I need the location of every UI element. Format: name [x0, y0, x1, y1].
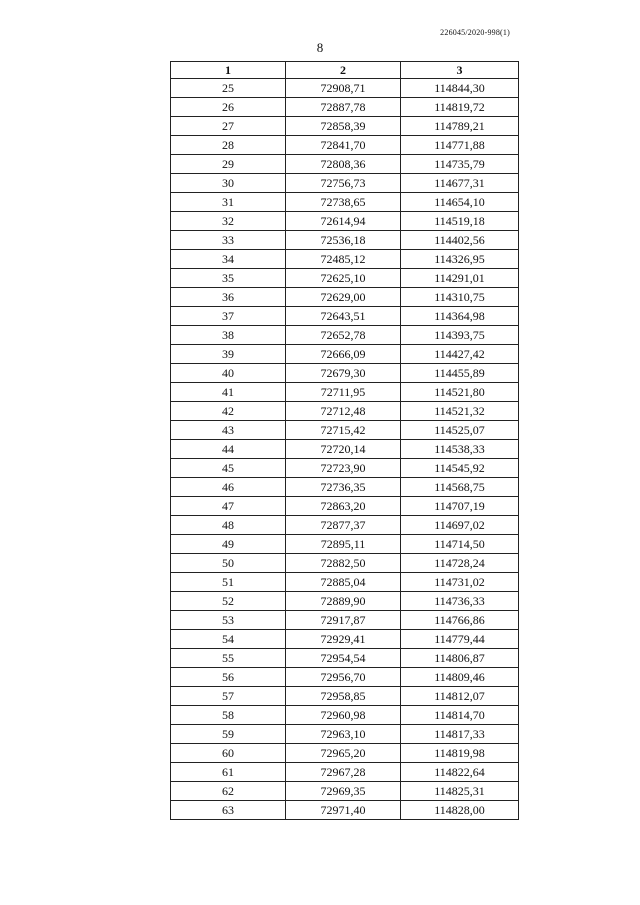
cell-x-coordinate: 72738,65: [286, 193, 401, 212]
cell-y-coordinate: 114654,10: [401, 193, 519, 212]
cell-y-coordinate: 114822,64: [401, 763, 519, 782]
cell-point-number: 42: [171, 402, 286, 421]
table-row: [171, 573, 519, 592]
cell-x-coordinate: 72889,90: [286, 592, 401, 611]
cell-point-number: 53: [171, 611, 286, 630]
cell-point-number: 50: [171, 554, 286, 573]
cell-point-number: 32: [171, 212, 286, 231]
cell-y-coordinate: 114828,00: [401, 801, 519, 820]
table-row: [171, 592, 519, 611]
cell-point-number: 63: [171, 801, 286, 820]
table-row: [171, 383, 519, 402]
table-row: [171, 98, 519, 117]
table-row: [171, 649, 519, 668]
cell-y-coordinate: 114812,07: [401, 687, 519, 706]
cell-y-coordinate: 114697,02: [401, 516, 519, 535]
cell-y-coordinate: 114771,88: [401, 136, 519, 155]
table-row: [171, 801, 519, 820]
cell-y-coordinate: 114519,18: [401, 212, 519, 231]
cell-point-number: 27: [171, 117, 286, 136]
cell-point-number: 29: [171, 155, 286, 174]
table-row: [171, 326, 519, 345]
cell-y-coordinate: 114525,07: [401, 421, 519, 440]
table-row: [171, 364, 519, 383]
table-row: [171, 307, 519, 326]
coordinates-table: [170, 61, 519, 820]
table-row: [171, 554, 519, 573]
cell-y-coordinate: 114310,75: [401, 288, 519, 307]
cell-x-coordinate: 72877,37: [286, 516, 401, 535]
cell-x-coordinate: 72885,04: [286, 573, 401, 592]
cell-point-number: 51: [171, 573, 286, 592]
table-row: [171, 79, 519, 98]
cell-point-number: 56: [171, 668, 286, 687]
cell-point-number: 25: [171, 79, 286, 98]
cell-point-number: 34: [171, 250, 286, 269]
cell-y-coordinate: 114326,95: [401, 250, 519, 269]
cell-point-number: 54: [171, 630, 286, 649]
cell-y-coordinate: 114545,92: [401, 459, 519, 478]
cell-x-coordinate: 72629,00: [286, 288, 401, 307]
cell-point-number: 60: [171, 744, 286, 763]
table-row: [171, 288, 519, 307]
cell-x-coordinate: 72736,35: [286, 478, 401, 497]
cell-y-coordinate: 114731,02: [401, 573, 519, 592]
table-row: [171, 402, 519, 421]
cell-y-coordinate: 114809,46: [401, 668, 519, 687]
cell-y-coordinate: 114521,80: [401, 383, 519, 402]
table-body: [171, 79, 519, 820]
cell-point-number: 62: [171, 782, 286, 801]
table-header: [171, 62, 519, 79]
cell-y-coordinate: 114427,42: [401, 345, 519, 364]
table-row: [171, 763, 519, 782]
cell-x-coordinate: 72858,39: [286, 117, 401, 136]
cell-point-number: 35: [171, 269, 286, 288]
cell-point-number: 52: [171, 592, 286, 611]
cell-point-number: 47: [171, 497, 286, 516]
cell-point-number: 45: [171, 459, 286, 478]
table-row: [171, 535, 519, 554]
table-row: [171, 668, 519, 687]
cell-point-number: 39: [171, 345, 286, 364]
cell-x-coordinate: 72711,95: [286, 383, 401, 402]
cell-x-coordinate: 72625,10: [286, 269, 401, 288]
cell-y-coordinate: 114806,87: [401, 649, 519, 668]
table-row: [171, 231, 519, 250]
cell-x-coordinate: 72723,90: [286, 459, 401, 478]
cell-x-coordinate: 72808,36: [286, 155, 401, 174]
cell-x-coordinate: 72965,20: [286, 744, 401, 763]
cell-point-number: 46: [171, 478, 286, 497]
cell-point-number: 55: [171, 649, 286, 668]
table-row: [171, 478, 519, 497]
cell-x-coordinate: 72756,73: [286, 174, 401, 193]
cell-x-coordinate: 72887,78: [286, 98, 401, 117]
cell-y-coordinate: 114677,31: [401, 174, 519, 193]
table-row: [171, 611, 519, 630]
cell-x-coordinate: 72643,51: [286, 307, 401, 326]
cell-point-number: 44: [171, 440, 286, 459]
cell-y-coordinate: 114393,75: [401, 326, 519, 345]
table-row: [171, 269, 519, 288]
cell-x-coordinate: 72882,50: [286, 554, 401, 573]
cell-x-coordinate: 72954,54: [286, 649, 401, 668]
cell-x-coordinate: 72614,94: [286, 212, 401, 231]
cell-y-coordinate: 114825,31: [401, 782, 519, 801]
cell-y-coordinate: 114766,86: [401, 611, 519, 630]
cell-y-coordinate: 114844,30: [401, 79, 519, 98]
header-cell-y-coordinate: 3: [401, 62, 519, 79]
cell-x-coordinate: 72679,30: [286, 364, 401, 383]
table-row: [171, 516, 519, 535]
table-row: [171, 497, 519, 516]
cell-x-coordinate: 72917,87: [286, 611, 401, 630]
cell-y-coordinate: 114789,21: [401, 117, 519, 136]
cell-y-coordinate: 114779,44: [401, 630, 519, 649]
cell-y-coordinate: 114455,89: [401, 364, 519, 383]
table-row: [171, 345, 519, 364]
cell-y-coordinate: 114364,98: [401, 307, 519, 326]
table-row: [171, 440, 519, 459]
cell-point-number: 36: [171, 288, 286, 307]
cell-y-coordinate: 114521,32: [401, 402, 519, 421]
table-row: [171, 212, 519, 231]
cell-point-number: 41: [171, 383, 286, 402]
cell-x-coordinate: 72485,12: [286, 250, 401, 269]
cell-point-number: 30: [171, 174, 286, 193]
cell-point-number: 58: [171, 706, 286, 725]
cell-point-number: 26: [171, 98, 286, 117]
cell-point-number: 61: [171, 763, 286, 782]
cell-point-number: 37: [171, 307, 286, 326]
table-row: [171, 117, 519, 136]
table-row: [171, 687, 519, 706]
cell-y-coordinate: 114819,72: [401, 98, 519, 117]
cell-y-coordinate: 114538,33: [401, 440, 519, 459]
cell-y-coordinate: 114735,79: [401, 155, 519, 174]
cell-x-coordinate: 72929,41: [286, 630, 401, 649]
cell-point-number: 31: [171, 193, 286, 212]
cell-x-coordinate: 72841,70: [286, 136, 401, 155]
header-row: [171, 62, 519, 79]
table-row: [171, 155, 519, 174]
cell-x-coordinate: 72720,14: [286, 440, 401, 459]
table-row: [171, 250, 519, 269]
table-row: [171, 725, 519, 744]
page-number: 8: [316, 40, 324, 55]
table-row: [171, 782, 519, 801]
cell-x-coordinate: 72971,40: [286, 801, 401, 820]
cell-point-number: 28: [171, 136, 286, 155]
table-row: [171, 174, 519, 193]
cell-y-coordinate: 114714,50: [401, 535, 519, 554]
cell-y-coordinate: 114819,98: [401, 744, 519, 763]
cell-x-coordinate: 72956,70: [286, 668, 401, 687]
table-row: [171, 744, 519, 763]
cell-y-coordinate: 114568,75: [401, 478, 519, 497]
cell-x-coordinate: 72712,48: [286, 402, 401, 421]
cell-point-number: 49: [171, 535, 286, 554]
cell-x-coordinate: 72666,09: [286, 345, 401, 364]
cell-y-coordinate: 114728,24: [401, 554, 519, 573]
cell-y-coordinate: 114814,70: [401, 706, 519, 725]
cell-point-number: 40: [171, 364, 286, 383]
table-row: [171, 459, 519, 478]
cell-point-number: 59: [171, 725, 286, 744]
cell-point-number: 33: [171, 231, 286, 250]
cell-x-coordinate: 72863,20: [286, 497, 401, 516]
cell-point-number: 48: [171, 516, 286, 535]
header-cell-point-number: 1: [171, 62, 286, 79]
cell-x-coordinate: 72960,98: [286, 706, 401, 725]
cell-y-coordinate: 114707,19: [401, 497, 519, 516]
cell-y-coordinate: 114402,56: [401, 231, 519, 250]
cell-point-number: 43: [171, 421, 286, 440]
table-row: [171, 706, 519, 725]
cell-y-coordinate: 114817,33: [401, 725, 519, 744]
cell-point-number: 38: [171, 326, 286, 345]
cell-x-coordinate: 72958,85: [286, 687, 401, 706]
table-row: [171, 630, 519, 649]
cell-x-coordinate: 72652,78: [286, 326, 401, 345]
cell-y-coordinate: 114291,01: [401, 269, 519, 288]
cell-x-coordinate: 72895,11: [286, 535, 401, 554]
cell-x-coordinate: 72963,10: [286, 725, 401, 744]
table-row: [171, 136, 519, 155]
header-cell-x-coordinate: 2: [286, 62, 401, 79]
cell-x-coordinate: 72908,71: [286, 79, 401, 98]
cell-x-coordinate: 72536,18: [286, 231, 401, 250]
cell-point-number: 57: [171, 687, 286, 706]
table-row: [171, 193, 519, 212]
cell-x-coordinate: 72967,28: [286, 763, 401, 782]
cell-x-coordinate: 72969,35: [286, 782, 401, 801]
cell-y-coordinate: 114736,33: [401, 592, 519, 611]
document-reference-number: 226045/2020-998(1): [440, 28, 510, 37]
table-row: [171, 421, 519, 440]
cell-x-coordinate: 72715,42: [286, 421, 401, 440]
